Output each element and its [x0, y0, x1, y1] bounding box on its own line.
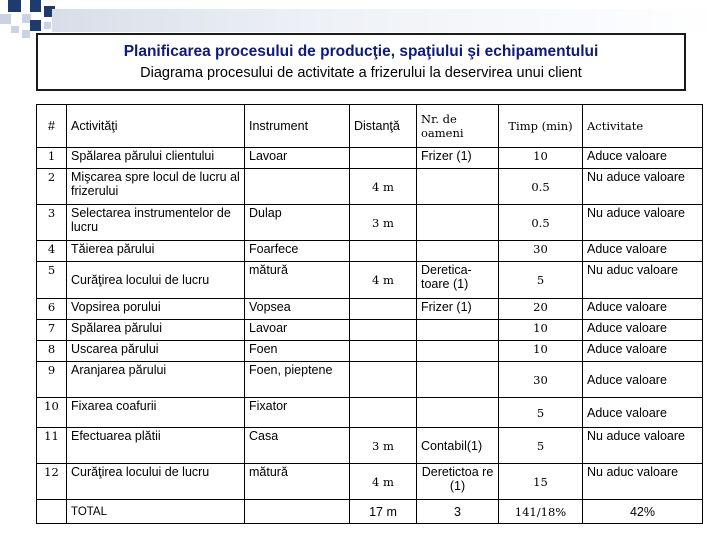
row-activity: Fixarea coafurii	[67, 398, 245, 428]
row-time: 10	[499, 148, 583, 169]
total-time: 141/18%	[499, 500, 583, 524]
table-row	[37, 362, 703, 398]
row-time: 10	[499, 320, 583, 341]
decor-square	[30, 20, 41, 31]
row-num: 8	[37, 341, 67, 362]
header-instrument: Instrument	[245, 105, 350, 148]
row-num: 1	[37, 148, 67, 169]
row-activity: Aranjarea părului	[67, 362, 245, 398]
row-value: Aduce valoare	[583, 148, 703, 169]
table-row	[37, 320, 703, 341]
total-row	[37, 500, 703, 524]
row-num: 12	[37, 464, 67, 500]
row-num: 11	[37, 428, 67, 464]
row-value: Nu aduce valoare	[583, 169, 703, 205]
decor-square	[30, 0, 41, 12]
row-people	[417, 320, 499, 341]
row-value: Nu aduce valoare	[583, 428, 703, 464]
row-time: 10	[499, 341, 583, 362]
row-distance	[350, 148, 417, 169]
title-box	[36, 33, 686, 91]
total-people: 3	[417, 500, 499, 524]
header-activity: Activităţi	[67, 105, 245, 148]
row-value: Aduce valoare	[583, 362, 703, 398]
header-time: Timp (min)	[499, 105, 583, 148]
row-time: 30	[499, 241, 583, 262]
row-distance	[350, 341, 417, 362]
row-people: Deretica-toare (1)	[417, 262, 499, 299]
row-instrument: Lavoar	[245, 148, 350, 169]
row-num: 2	[37, 169, 67, 205]
row-distance	[350, 299, 417, 320]
row-num: 4	[37, 241, 67, 262]
row-activity: Curăţirea locului de lucru	[67, 464, 245, 500]
table-row	[37, 428, 703, 464]
row-time: 0.5	[499, 169, 583, 205]
decor-square	[8, 0, 21, 12]
row-num: 3	[37, 205, 67, 241]
row-num: 9	[37, 362, 67, 398]
row-distance	[350, 241, 417, 262]
row-value: Aduce valoare	[583, 320, 703, 341]
header-row	[37, 105, 703, 148]
total-label: TOTAL	[67, 500, 245, 524]
row-activity: Spălarea părului clientului	[67, 148, 245, 169]
row-activity: Efectuarea plătii	[67, 428, 245, 464]
table-row	[37, 464, 703, 500]
header-value: Activitate	[583, 105, 703, 148]
row-distance	[350, 320, 417, 341]
row-value: Aduce valoare	[583, 398, 703, 428]
table-row	[37, 398, 703, 428]
row-distance	[350, 362, 417, 398]
table-row	[37, 299, 703, 320]
row-time: 0.5	[499, 205, 583, 241]
row-activity: Curăţirea locului de lucru	[67, 262, 245, 299]
row-people: Deretictoa re (1)	[417, 464, 499, 500]
table-row	[37, 341, 703, 362]
decor-square	[11, 26, 19, 33]
row-value: Aduce valoare	[583, 299, 703, 320]
table-row	[37, 205, 703, 241]
row-instrument: Fixator	[245, 398, 350, 428]
row-distance: 3 m	[350, 428, 417, 464]
row-instrument	[245, 169, 350, 205]
header-distance: Distanţă	[350, 105, 417, 148]
row-activity: Tăierea părului	[67, 241, 245, 262]
table-row	[37, 169, 703, 205]
row-num: 5	[37, 262, 67, 299]
row-instrument: Vopsea	[245, 299, 350, 320]
total-value: 42%	[583, 500, 703, 524]
header-people: Nr. de oameni	[417, 105, 499, 148]
row-people	[417, 169, 499, 205]
total-num	[37, 500, 67, 524]
row-value: Nu aduc valoare	[583, 262, 703, 299]
row-activity: Uscarea părului	[67, 341, 245, 362]
row-people	[417, 241, 499, 262]
row-time: 5	[499, 428, 583, 464]
row-people: Frizer (1)	[417, 148, 499, 169]
row-num: 10	[37, 398, 67, 428]
table-row	[37, 241, 703, 262]
row-instrument: mătură	[245, 464, 350, 500]
row-activity: Selectarea instrumentelor de lucru	[67, 205, 245, 241]
table-row	[37, 148, 703, 169]
header-gradient-bar	[52, 9, 720, 32]
row-value: Nu aduc valoare	[583, 464, 703, 500]
row-value: Aduce valoare	[583, 241, 703, 262]
row-time: 5	[499, 398, 583, 428]
row-distance: 4 m	[350, 169, 417, 205]
slide-subtitle: Diagrama procesului de activitate a frizerului la deservirea unui client	[140, 65, 582, 81]
row-time: 30	[499, 362, 583, 398]
decor-square	[44, 22, 51, 29]
row-distance: 4 m	[350, 464, 417, 500]
row-people	[417, 341, 499, 362]
row-num: 7	[37, 320, 67, 341]
row-time: 20	[499, 299, 583, 320]
row-distance	[350, 398, 417, 428]
decor-square	[22, 30, 30, 38]
row-people: Frizer (1)	[417, 299, 499, 320]
row-activity: Mişcarea spre locul de lucru al frizerului	[67, 169, 245, 205]
row-instrument: Dulap	[245, 205, 350, 241]
total-distance: 17 m	[350, 500, 417, 524]
row-value: Aduce valoare	[583, 341, 703, 362]
row-activity: Spălarea părului	[67, 320, 245, 341]
row-people	[417, 205, 499, 241]
row-people	[417, 398, 499, 428]
row-people	[417, 362, 499, 398]
decor-square	[0, 14, 11, 24]
row-instrument: mătură	[245, 262, 350, 299]
row-people: Contabil(1)	[417, 428, 499, 464]
row-instrument: Foen, pieptene	[245, 362, 350, 398]
row-distance: 4 m	[350, 262, 417, 299]
header-num: #	[37, 105, 67, 148]
row-instrument: Foen	[245, 341, 350, 362]
row-activity: Vopsirea porului	[67, 299, 245, 320]
row-time: 5	[499, 262, 583, 299]
table-row	[37, 262, 703, 299]
row-instrument: Lavoar	[245, 320, 350, 341]
row-time: 15	[499, 464, 583, 500]
row-num: 6	[37, 299, 67, 320]
row-instrument: Casa	[245, 428, 350, 464]
row-value: Nu aduce valoare	[583, 205, 703, 241]
row-instrument: Foarfece	[245, 241, 350, 262]
process-table	[36, 104, 703, 524]
row-distance: 3 m	[350, 205, 417, 241]
slide-title: Planificarea procesului de producţie, spaţiului şi echipamentului	[123, 43, 599, 60]
total-instrument	[245, 500, 350, 524]
